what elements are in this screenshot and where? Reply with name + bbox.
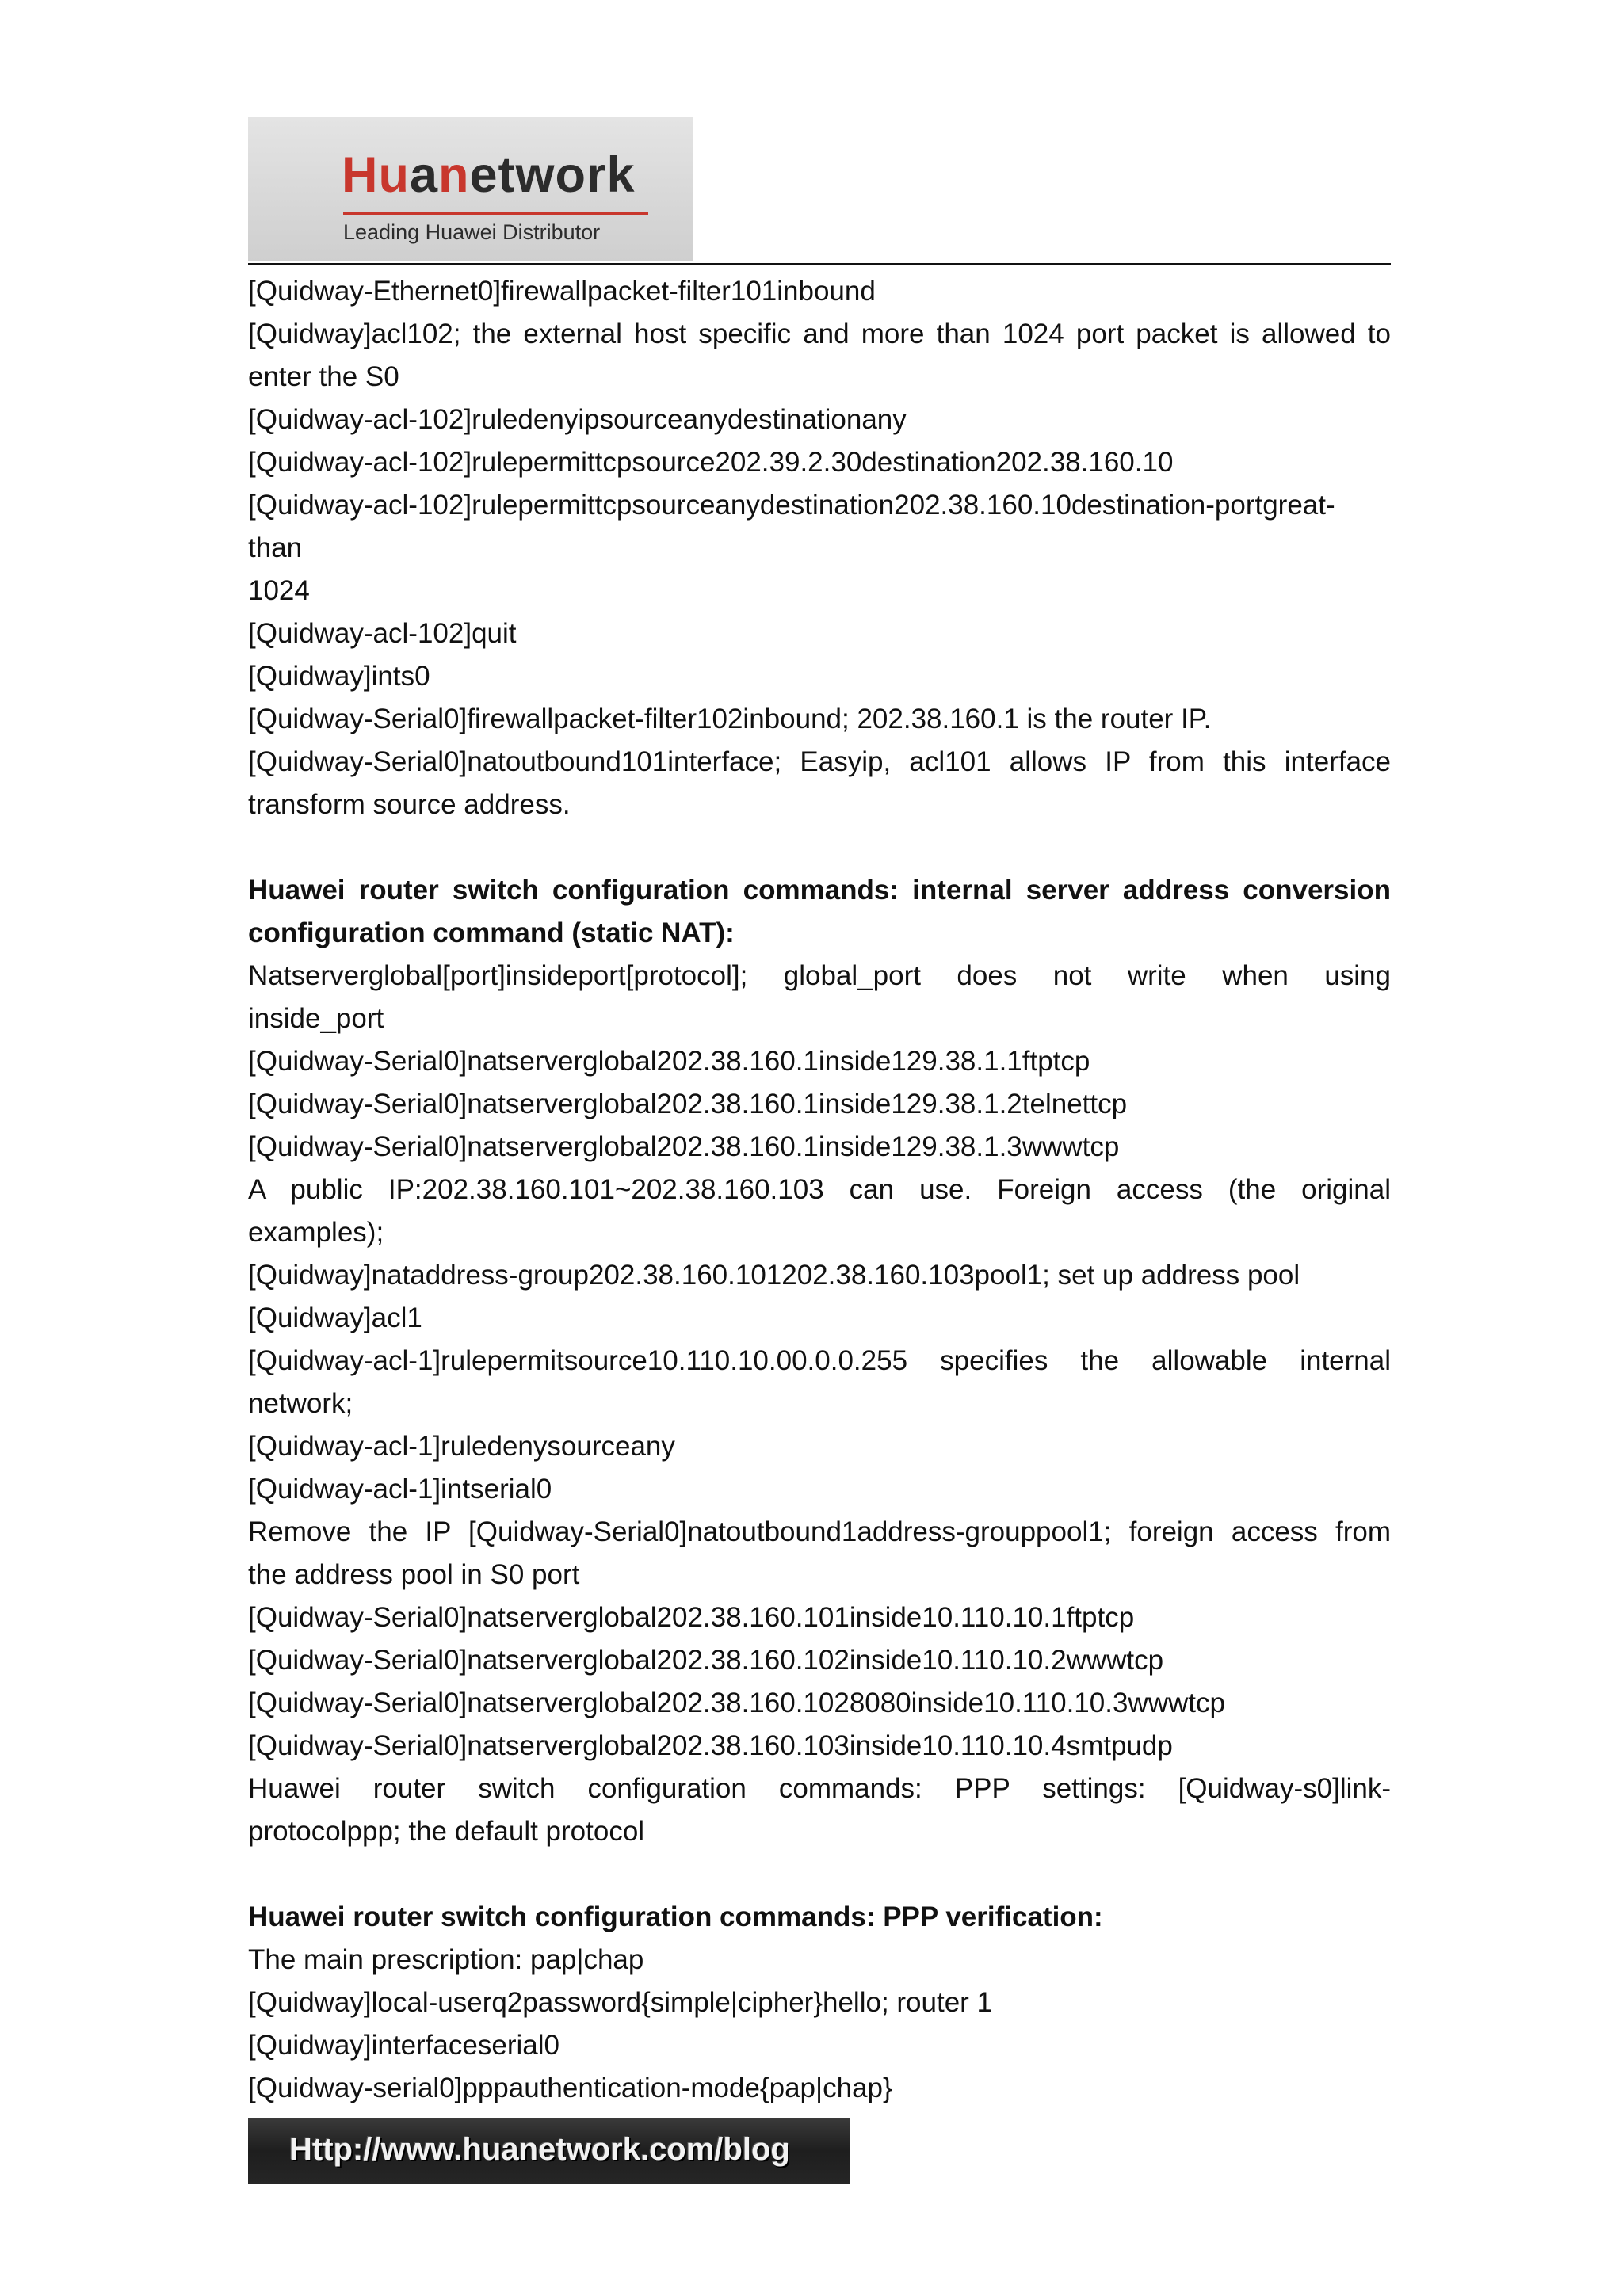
body-text-line: [Quidway-Serial0]firewallpacket-filter102inbound; 202.38.160.1 is the router IP. bbox=[248, 704, 1212, 734]
blank-line bbox=[248, 826, 1391, 869]
body-text-line: inside_port bbox=[248, 1003, 384, 1034]
body-text-line: network; bbox=[248, 1388, 353, 1419]
logo-wordmark bbox=[342, 147, 636, 203]
body-text-line: protocolppp; the default protocol bbox=[248, 1816, 645, 1847]
footer-url-banner bbox=[248, 2118, 850, 2184]
logo-tagline: Leading Huawei Distributor bbox=[343, 220, 601, 244]
footer-url-text: Http://www.huanetwork.com/blog bbox=[289, 2132, 790, 2167]
blank-line bbox=[248, 1853, 1391, 1896]
body-text-line: [Quidway-serial0]pppauthentication-mode{pap|chap} bbox=[248, 2073, 892, 2103]
body-text-line: Natserverglobal[port]insideport[protocol]; global_port does not write when using bbox=[248, 960, 1391, 991]
body-text-line: [Quidway-Serial0]natserverglobal202.38.160.103inside10.110.10.4smtpudp bbox=[248, 1730, 1173, 1761]
logo-text-hu: Hu bbox=[342, 147, 410, 203]
body-text-line: transform source address. bbox=[248, 789, 571, 820]
body-text-line: Remove the IP [Quidway-Serial0]natoutbound1address-grouppool1; foreign access from bbox=[248, 1516, 1391, 1547]
body-text-line: [Quidway-Serial0]natoutbound101interface; Easyip, acl101 allows IP from this interface bbox=[248, 746, 1391, 777]
body-text-line: [Quidway-Serial0]natserverglobal202.38.160.1inside129.38.1.2telnettcp bbox=[248, 1089, 1128, 1119]
body-text-line: [Quidway-acl-102]ruledenyipsourceanydestinationany bbox=[248, 404, 907, 435]
body-text-line: [Quidway]local-userq2password{simple|cipher}hello; router 1 bbox=[248, 1987, 993, 2018]
document-body bbox=[248, 270, 1391, 2110]
body-text-line: the address pool in S0 port bbox=[248, 1559, 580, 1590]
body-text-line: Huawei router switch configuration commands: PPP settings: [Quidway-s0]link- bbox=[248, 1773, 1391, 1804]
body-text-line: [Quidway-acl-1]intserial0 bbox=[248, 1474, 552, 1505]
body-text-line: 1024 bbox=[248, 575, 310, 606]
body-text-line: [Quidway-acl-1]ruledenysourceany bbox=[248, 1431, 675, 1462]
body-text-line: [Quidway-Ethernet0]firewallpacket-filter101inbound bbox=[248, 276, 876, 307]
logo-text-n: n bbox=[438, 147, 470, 203]
body-text-line: [Quidway-acl-102]rulepermittcpsource202.39.2.30destination202.38.160.10 bbox=[248, 447, 1174, 478]
body-text-line: [Quidway]acl102; the external host specific and more than 1024 port packet is allowed to bbox=[248, 318, 1391, 349]
body-text-line: [Quidway-Serial0]natserverglobal202.38.160.1inside129.38.1.1ftptcp bbox=[248, 1046, 1090, 1077]
section-heading-line: Huawei router switch configuration commands: PPP verification: bbox=[248, 1901, 1103, 1932]
body-text-line: examples); bbox=[248, 1217, 384, 1248]
body-text-line: than bbox=[248, 532, 303, 563]
header-divider bbox=[248, 263, 1391, 265]
body-text-line: [Quidway]nataddress-group202.38.160.101202.38.160.103pool1; set up address pool bbox=[248, 1260, 1300, 1291]
body-text-line: The main prescription: pap|chap bbox=[248, 1944, 644, 1975]
body-text-line: [Quidway]interfaceserial0 bbox=[248, 2030, 559, 2061]
body-text-line: [Quidway]ints0 bbox=[248, 661, 430, 692]
company-logo bbox=[248, 117, 693, 261]
body-text-line: [Quidway-acl-102]quit bbox=[248, 618, 517, 649]
body-text-line: [Quidway-Serial0]natserverglobal202.38.160.101inside10.110.10.1ftptcp bbox=[248, 1602, 1135, 1633]
body-text-line: [Quidway-Serial0]natserverglobal202.38.160.1inside129.38.1.3wwwtcp bbox=[248, 1131, 1120, 1162]
logo-text-a: a bbox=[409, 147, 439, 203]
logo-text-etwork: etwork bbox=[469, 147, 636, 203]
section-heading-line: configuration command (static NAT): bbox=[248, 917, 735, 948]
body-text-line: [Quidway-Serial0]natserverglobal202.38.160.102inside10.110.10.2wwwtcp bbox=[248, 1645, 1164, 1676]
body-text-line: [Quidway]acl1 bbox=[248, 1302, 422, 1333]
body-text-line: [Quidway-acl-1]rulepermitsource10.110.10.00.0.0.255 specifies the allowable internal bbox=[248, 1345, 1391, 1376]
logo-underline bbox=[343, 212, 648, 215]
body-text-line: A public IP:202.38.160.101~202.38.160.103 can use. Foreign access (the original bbox=[248, 1174, 1391, 1205]
section-heading-line: Huawei router switch configuration commands: internal server address conversion bbox=[248, 875, 1391, 906]
body-text-line: [Quidway-acl-102]rulepermittcpsourceanydestination202.38.160.10destination-portgreat- bbox=[248, 490, 1335, 521]
body-text-line: enter the S0 bbox=[248, 361, 399, 392]
body-text-line: [Quidway-Serial0]natserverglobal202.38.160.1028080inside10.110.10.3wwwtcp bbox=[248, 1688, 1225, 1718]
